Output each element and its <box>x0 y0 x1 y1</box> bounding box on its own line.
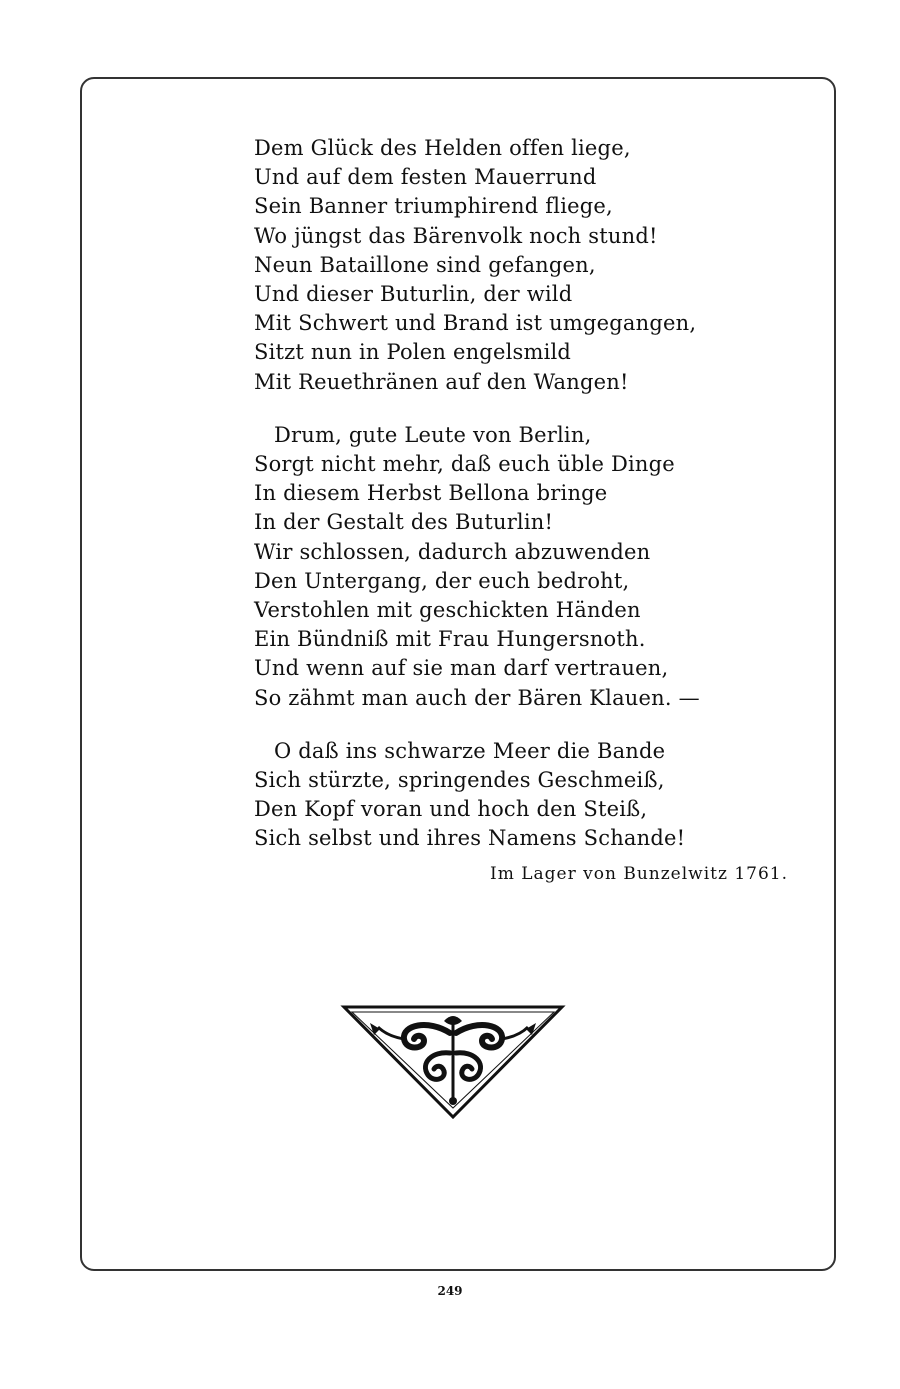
place-date-signature: Im Lager von Bunzelwitz 1761. <box>490 864 789 884</box>
poem-line: Den Kopf voran und hoch den Steiß, <box>254 797 648 822</box>
poem-line: O daß ins schwarze Meer die Bande <box>274 738 666 763</box>
poem-line: Sich selbst und ihres Namens Schande! <box>254 826 686 851</box>
poem-line: Sich stürzte, springendes Geschmeiß, <box>254 768 665 793</box>
stanza-2 <box>254 421 774 713</box>
poem-line: Neun Bataillone sind gefangen, <box>254 252 596 277</box>
poem-line: Mit Reuethränen auf den Wangen! <box>254 369 629 394</box>
poem-line: Dem Glück des Helden offen liege, <box>254 136 631 160</box>
poem-line: Sorgt nicht mehr, daß euch üble Dinge <box>254 452 675 477</box>
poem-line: Und wenn auf sie man darf vertrauen, <box>254 656 669 681</box>
poem-line: Wo jüngst das Bärenvolk noch stund! <box>254 223 658 248</box>
poem-line: In diesem Herbst Bellona bringe <box>254 481 608 506</box>
poem-line: In der Gestalt des Buturlin! <box>254 510 554 535</box>
poem-text <box>254 134 774 854</box>
poem-line: Sein Banner triumphirend fliege, <box>254 194 613 219</box>
poem-line: Den Untergang, der euch bedroht, <box>254 568 630 593</box>
triangular-vignette-ornament-icon <box>340 1003 566 1121</box>
poem-line: Und dieser Buturlin, der wild <box>254 282 573 307</box>
poem-line: Und auf dem festen Mauerrund <box>254 165 597 190</box>
poem-line: Ein Bündniß mit Frau Hungersnoth. <box>254 627 646 652</box>
stanza-3 <box>254 737 774 854</box>
poem-line: Drum, gute Leute von Berlin, <box>274 422 592 447</box>
poem-line: Verstohlen mit geschickten Händen <box>254 598 641 623</box>
poem-line: Wir schlossen, dadurch abzuwenden <box>254 539 651 564</box>
stanza-1 <box>254 134 774 397</box>
poem-line: Mit Schwert und Brand ist umgegangen, <box>254 311 697 336</box>
poem-line: So zähmt man auch der Bären Klauen. — <box>254 685 700 710</box>
poem-line: Sitzt nun in Polen engelsmild <box>254 340 572 365</box>
page-number: 249 <box>437 1284 463 1298</box>
